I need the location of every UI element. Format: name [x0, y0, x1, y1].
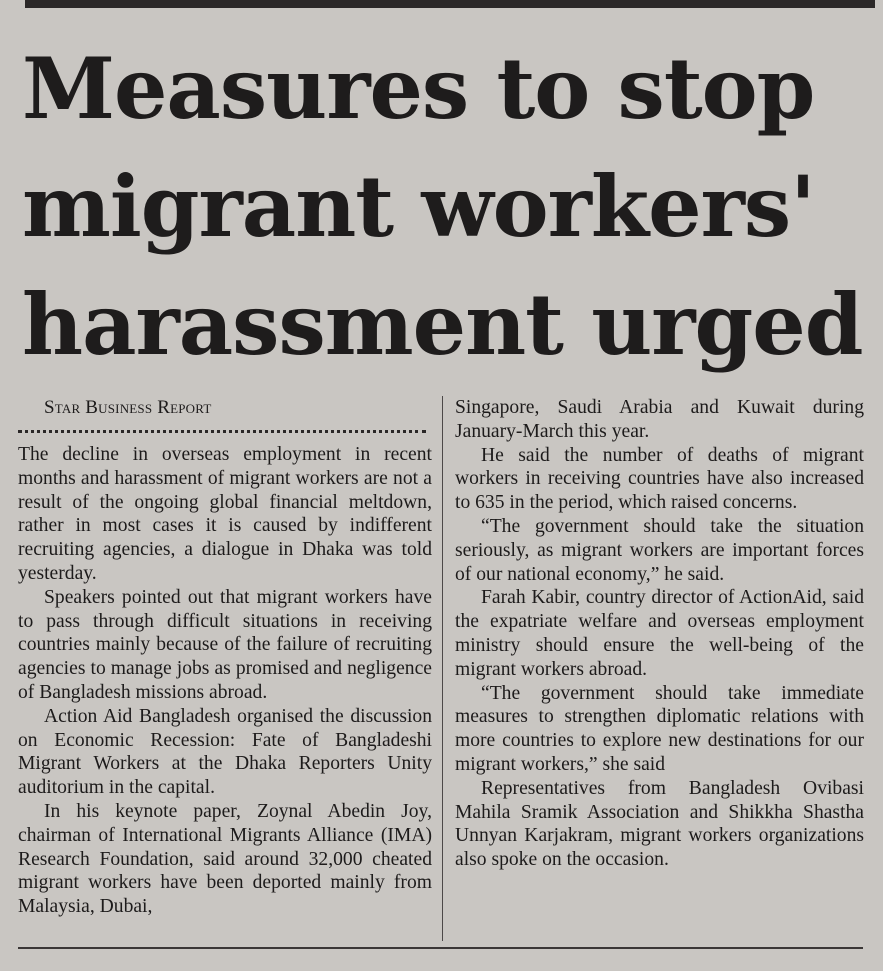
paragraph-continuation: Singapore, Saudi Arabia and Kuwait during January-March this year. [455, 397, 864, 442]
byline: Star Business Report [44, 397, 212, 418]
headline-line-3: harassment urged [22, 275, 863, 374]
paragraph-intro: The decline in overseas employment in recent months and harassment of migrant workers are not a result of the ongoing global financial meltdown, rather in most cases it is caused by indifferent recruiting agencies, a dialogue in Dhaka was told yesterday. [18, 444, 432, 584]
paragraph-keynote: In his keynote paper, Zoynal Abedin Joy, chairman of International Migrants Alliance (IMA) Research Foundation, said around 32,000 cheated migrant workers have been deported mainly from Malaysia, Dubai, [18, 800, 432, 918]
column-divider [442, 396, 443, 941]
right-column [455, 396, 864, 872]
headline-line-2: migrant workers' [22, 157, 815, 256]
paragraph-organiser: Action Aid Bangladesh organised the discussion on Economic Recession: Fate of Bangladeshi Migrant Workers at the Dhaka Reporters Unity auditorium in the capital. [18, 705, 432, 799]
headline-line-1: Measures to stop [22, 39, 815, 138]
paragraph-farah-kabir: Farah Kabir, country director of ActionAid, said the expatriate welfare and overseas employment ministry should ensure the well-being of the migrant workers abroad. [455, 587, 864, 680]
paragraph-quote-government: “The government should take the situation seriously, as migrant workers are important forces of our national economy,” he said. [455, 515, 864, 585]
left-column [18, 396, 432, 919]
byline-divider [18, 430, 426, 433]
paragraph-quote-diplomatic: “The government should take immediate measures to strengthen diplomatic relations with more countries to explore new destinations for our migrant workers,” she said [455, 682, 864, 775]
headline [22, 30, 872, 384]
top-rule [25, 0, 875, 8]
paragraph-deaths: He said the number of deaths of migrant workers in receiving countries have also increased to 635 in the period, which raised concerns. [455, 444, 864, 514]
paragraph-representatives: Representatives from Bangladesh Ovibasi Mahila Sramik Association and Shikkha Shastha Unnyan Karjakram, migrant workers organizations also spoke on the occasion. [455, 777, 864, 871]
bottom-rule [18, 947, 863, 949]
paragraph-speakers: Speakers pointed out that migrant workers have to pass through difficult situations in receiving countries mainly because of the failure of recruiting agencies to manage jobs as promised and negligence of Bangladesh missions abroad. [18, 586, 432, 703]
